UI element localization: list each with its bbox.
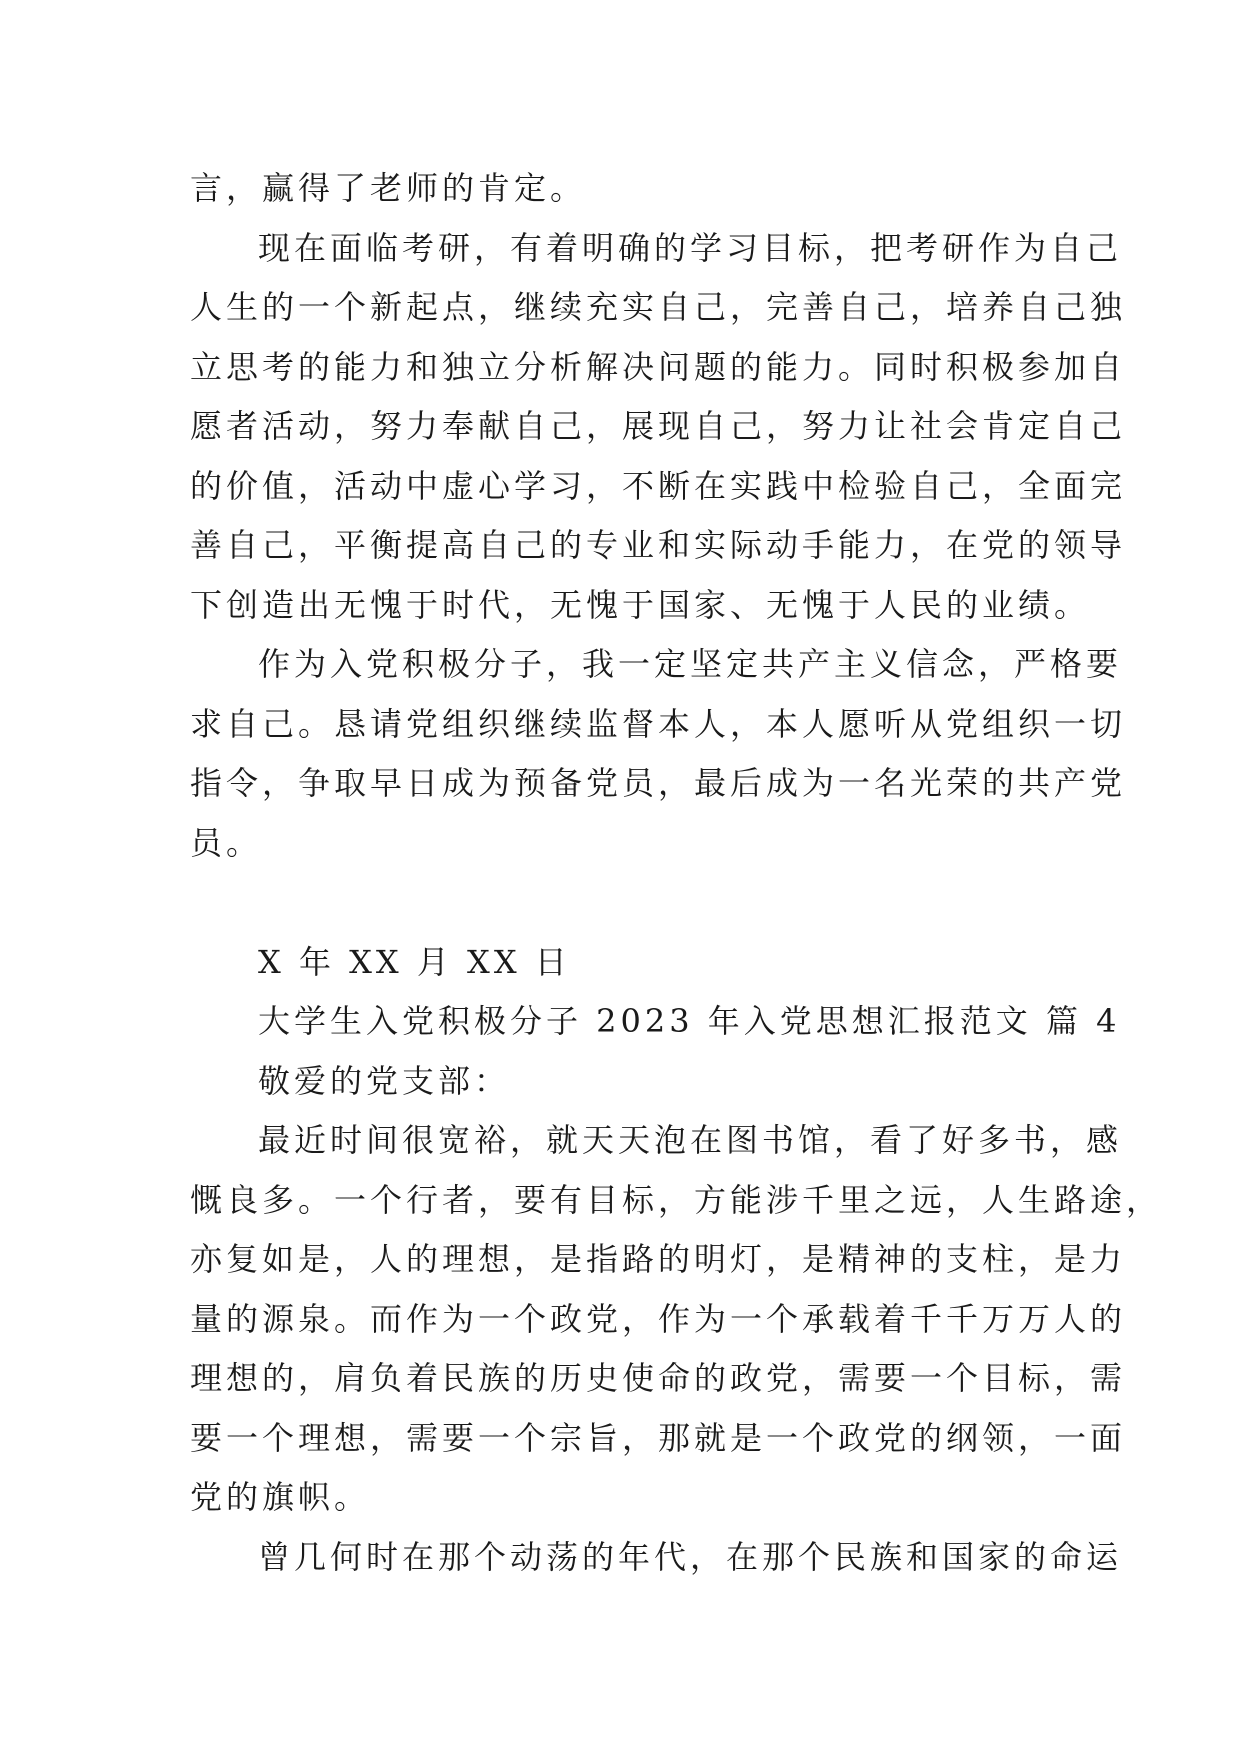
paragraph-line: 最近时间很宽裕，就天天泡在图书馆，看了好多书，感	[258, 1121, 1123, 1159]
paragraph-line: 立思考的能力和独立分析解决问题的能力。同时积极参加自	[190, 348, 1127, 386]
paragraph-line: 指令，争取早日成为预备党员，最后成为一名光荣的共产党	[190, 764, 1127, 802]
paragraph-line: 量的源泉。而作为一个政党，作为一个承载着千千万万人的	[190, 1300, 1127, 1338]
paragraph-line: 愿者活动，努力奉献自己，展现自己，努力让社会肯定自己	[190, 407, 1127, 445]
date-line: X 年 XX 月 XX 日	[258, 943, 571, 981]
salutation: 敬爱的党支部：	[258, 1062, 511, 1100]
paragraph-line: 现在面临考研，有着明确的学习目标，把考研作为自己	[258, 229, 1123, 267]
paragraph-line: 的价值，活动中虚心学习，不断在实践中检验自己，全面完	[190, 467, 1127, 505]
paragraph-line: 作为入党积极分子，我一定坚定共产主义信念，严格要	[258, 645, 1123, 683]
paragraph-line: 曾几何时在那个动荡的年代，在那个民族和国家的命运	[258, 1538, 1123, 1576]
paragraph-line: 理想的，肩负着民族的历史使命的政党，需要一个目标，需	[190, 1359, 1127, 1397]
paragraph-line: 人生的一个新起点，继续充实自己，完善自己，培养自己独	[190, 288, 1127, 326]
paragraph-line: 慨良多。一个行者，要有目标，方能涉千里之远，人生路途，	[190, 1181, 1163, 1219]
paragraph-line: 要一个理想，需要一个宗旨，那就是一个政党的纲领，一面	[190, 1419, 1127, 1457]
paragraph-line: 求自己。恳请党组织继续监督本人，本人愿听从党组织一切	[190, 705, 1127, 743]
paragraph-line: 员。	[190, 824, 263, 862]
paragraph-line: 言，赢得了老师的肯定。	[190, 169, 587, 207]
paragraph-line: 亦复如是，人的理想，是指路的明灯，是精神的支柱，是力	[190, 1240, 1127, 1278]
paragraph-line: 党的旗帜。	[190, 1478, 371, 1516]
section-title: 大学生入党积极分子 2023 年入党思想汇报范文 篇 4	[258, 1002, 1121, 1040]
paragraph-line: 下创造出无愧于时代，无愧于国家、无愧于人民的业绩。	[190, 586, 1091, 624]
paragraph-line: 善自己，平衡提高自己的专业和实际动手能力，在党的领导	[190, 526, 1127, 564]
